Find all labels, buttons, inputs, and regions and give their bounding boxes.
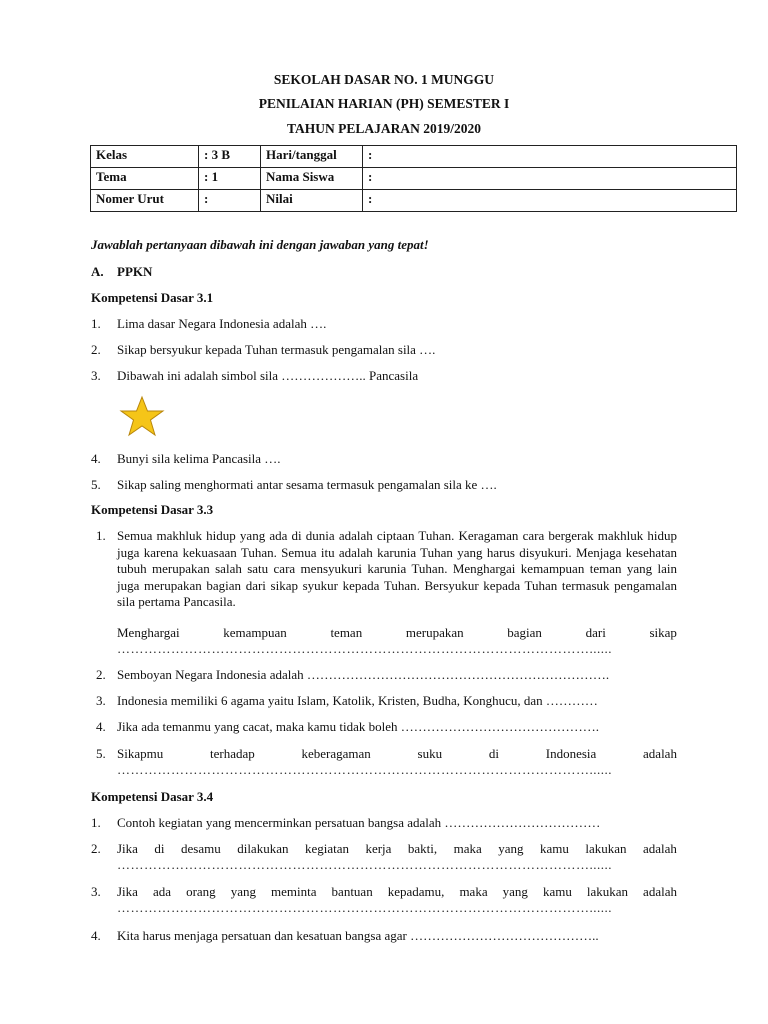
word: lakukan	[586, 884, 629, 899]
kd31-q5-number: 5.	[91, 477, 101, 492]
word: di	[154, 841, 165, 856]
word: yang	[230, 884, 256, 899]
word: di	[488, 746, 499, 761]
word: Jika	[117, 841, 138, 856]
word: lakukan	[585, 841, 627, 856]
kd31-q1-number: 1.	[91, 316, 101, 331]
kd31-q1-text: Lima dasar Negara Indonesia adalah ….	[117, 316, 327, 331]
word: suku	[417, 746, 443, 761]
kd31-q3-text: Dibawah ini adalah simbol sila ……………….. Pancasila	[117, 368, 419, 383]
word: Sikapmu	[117, 746, 164, 761]
section-a-title: PPKN	[117, 264, 153, 279]
label-tema: Tema	[91, 168, 199, 190]
academic-year: TAHUN PELAJARAN 2019/2020	[286, 121, 481, 136]
kd34-q4-number: 4.	[91, 928, 101, 943]
kd34-q1-number: 1.	[91, 815, 101, 830]
kd33-q1-number: 1.	[96, 528, 106, 543]
student-info-table	[90, 145, 737, 212]
kd33-q4-number: 4.	[96, 719, 106, 734]
assessment-title: PENILAIAN HARIAN (PH) SEMESTER I	[258, 96, 510, 111]
word: sikap	[649, 625, 677, 640]
label-hari-tanggal: Hari/tanggal	[261, 146, 363, 168]
word: terhadap	[209, 746, 255, 761]
kd33-q3-number: 3.	[96, 693, 106, 708]
kd33-q1-paragraph: Semua makhluk hidup yang ada di dunia adalah ciptaan Tuhan. Keragaman cara bergerak makhluk hidup juga karena kekuasaan Tuhan. Semua itu adalah karunia Tuhan yang harus disyukuri. Menjaga kesehatan tubuh merupakan salah satu cara mensyukuri karunia Tuhan. Menghargai kemampuan teman yang lain juga merupakan bagian dari sikap syukur kepada Tuhan. Bersyukur kepada Tuhan termasuk pengamalan sila pertama Pancasila.	[117, 528, 677, 609]
kd34-q3-number: 3.	[91, 884, 101, 899]
word: bakti,	[407, 841, 438, 856]
word: Indonesia	[545, 746, 597, 761]
word: keberagaman	[301, 746, 371, 761]
kd33-q4-text: Jika ada temanmu yang cacat, maka kamu tidak boleh ……………………………………….	[117, 719, 599, 734]
word: merupakan	[405, 625, 464, 640]
word: bagian	[507, 625, 542, 640]
word: kepadamu,	[387, 884, 445, 899]
instruction-text: Jawablah pertanyaan dibawah ini dengan jawaban yang tepat!	[91, 237, 429, 252]
star-shape	[121, 397, 163, 435]
word: kegiatan	[304, 841, 349, 856]
section-a-letter: A.	[91, 264, 104, 279]
word: kamu	[540, 841, 569, 856]
kd31-q2-text: Sikap bersyukur kepada Tuhan termasuk pengamalan sila ….	[117, 342, 436, 357]
word: kemampuan	[223, 625, 287, 640]
value-kelas: : 3 B	[199, 146, 261, 168]
value-nomer-urut: :	[199, 190, 261, 212]
word: adalah	[643, 746, 677, 761]
kd34-q3-answer-line: ……………………………………………………………………………………………......	[117, 900, 612, 915]
word: meminta	[271, 884, 317, 899]
label-nomer-urut: Nomer Urut	[91, 190, 199, 212]
kd31-q4-text: Bunyi sila kelima Pancasila ….	[117, 451, 281, 466]
word: yang	[498, 841, 524, 856]
word: maka	[459, 884, 488, 899]
word: maka	[453, 841, 482, 856]
kd31-q5-text: Sikap saling menghormati antar sesama termasuk pengamalan sila ke ….	[117, 477, 497, 492]
kd34-q1-text: Contoh kegiatan yang mencerminkan persatuan bangsa adalah ………………………………	[117, 815, 601, 830]
kd33-title: Kompetensi Dasar 3.3	[91, 502, 214, 517]
kd31-q4-number: 4.	[91, 451, 101, 466]
word: ada	[152, 884, 172, 899]
value-nilai: :	[363, 190, 737, 212]
kd33-q2-number: 2.	[96, 667, 106, 682]
table-row	[91, 190, 737, 212]
star-icon	[116, 395, 168, 437]
label-nilai: Nilai	[261, 190, 363, 212]
kd34-q4-text: Kita harus menjaga persatuan dan kesatuan bangsa agar ……………………………………..	[117, 928, 599, 943]
kd33-q1-prompt	[117, 625, 677, 641]
kd34-q2-answer-line: ……………………………………………………………………………………………......	[117, 857, 612, 872]
word: teman	[330, 625, 363, 640]
kd33-q5-number: 5.	[96, 746, 106, 761]
value-tema: : 1	[199, 168, 261, 190]
word: kamu	[542, 884, 572, 899]
label-nama-siswa: Nama Siswa	[261, 168, 363, 190]
word: kerja	[365, 841, 392, 856]
table-row	[91, 168, 737, 190]
kd33-q3-text: Indonesia memiliki 6 agama yaitu Islam, Katolik, Kristen, Budha, Konghucu, dan …………	[117, 693, 598, 708]
kd31-q2-number: 2.	[91, 342, 101, 357]
word: orang	[186, 884, 216, 899]
school-name: SEKOLAH DASAR NO. 1 MUNGGU	[273, 72, 495, 87]
word: dilakukan	[237, 841, 289, 856]
table-row	[91, 146, 737, 168]
value-hari-tanggal: :	[363, 146, 737, 168]
kd33-q1-answer-line: ……………………………………………………………………………………………......	[117, 641, 612, 656]
kd33-q2-text: Semboyan Negara Indonesia adalah …………………………………………………………….	[117, 667, 610, 682]
word: adalah	[642, 841, 677, 856]
word: dari	[585, 625, 606, 640]
word: desamu	[181, 841, 221, 856]
kd34-q2-prompt	[117, 841, 677, 857]
label-kelas: Kelas	[91, 146, 199, 168]
kd34-q2-number: 2.	[91, 841, 101, 856]
kd33-q5-answer-line: ……………………………………………………………………………………………......	[117, 762, 612, 777]
kd34-title: Kompetensi Dasar 3.4	[91, 789, 214, 804]
word: Menghargai	[117, 625, 180, 640]
kd33-q5-prompt	[117, 746, 677, 762]
kd31-title: Kompetensi Dasar 3.1	[91, 290, 214, 305]
word: adalah	[643, 884, 677, 899]
word: bantuan	[331, 884, 373, 899]
kd31-q3-number: 3.	[91, 368, 101, 383]
word: Jika	[117, 884, 138, 899]
word: yang	[502, 884, 528, 899]
kd34-q3-prompt	[117, 884, 677, 900]
value-nama-siswa: :	[363, 168, 737, 190]
